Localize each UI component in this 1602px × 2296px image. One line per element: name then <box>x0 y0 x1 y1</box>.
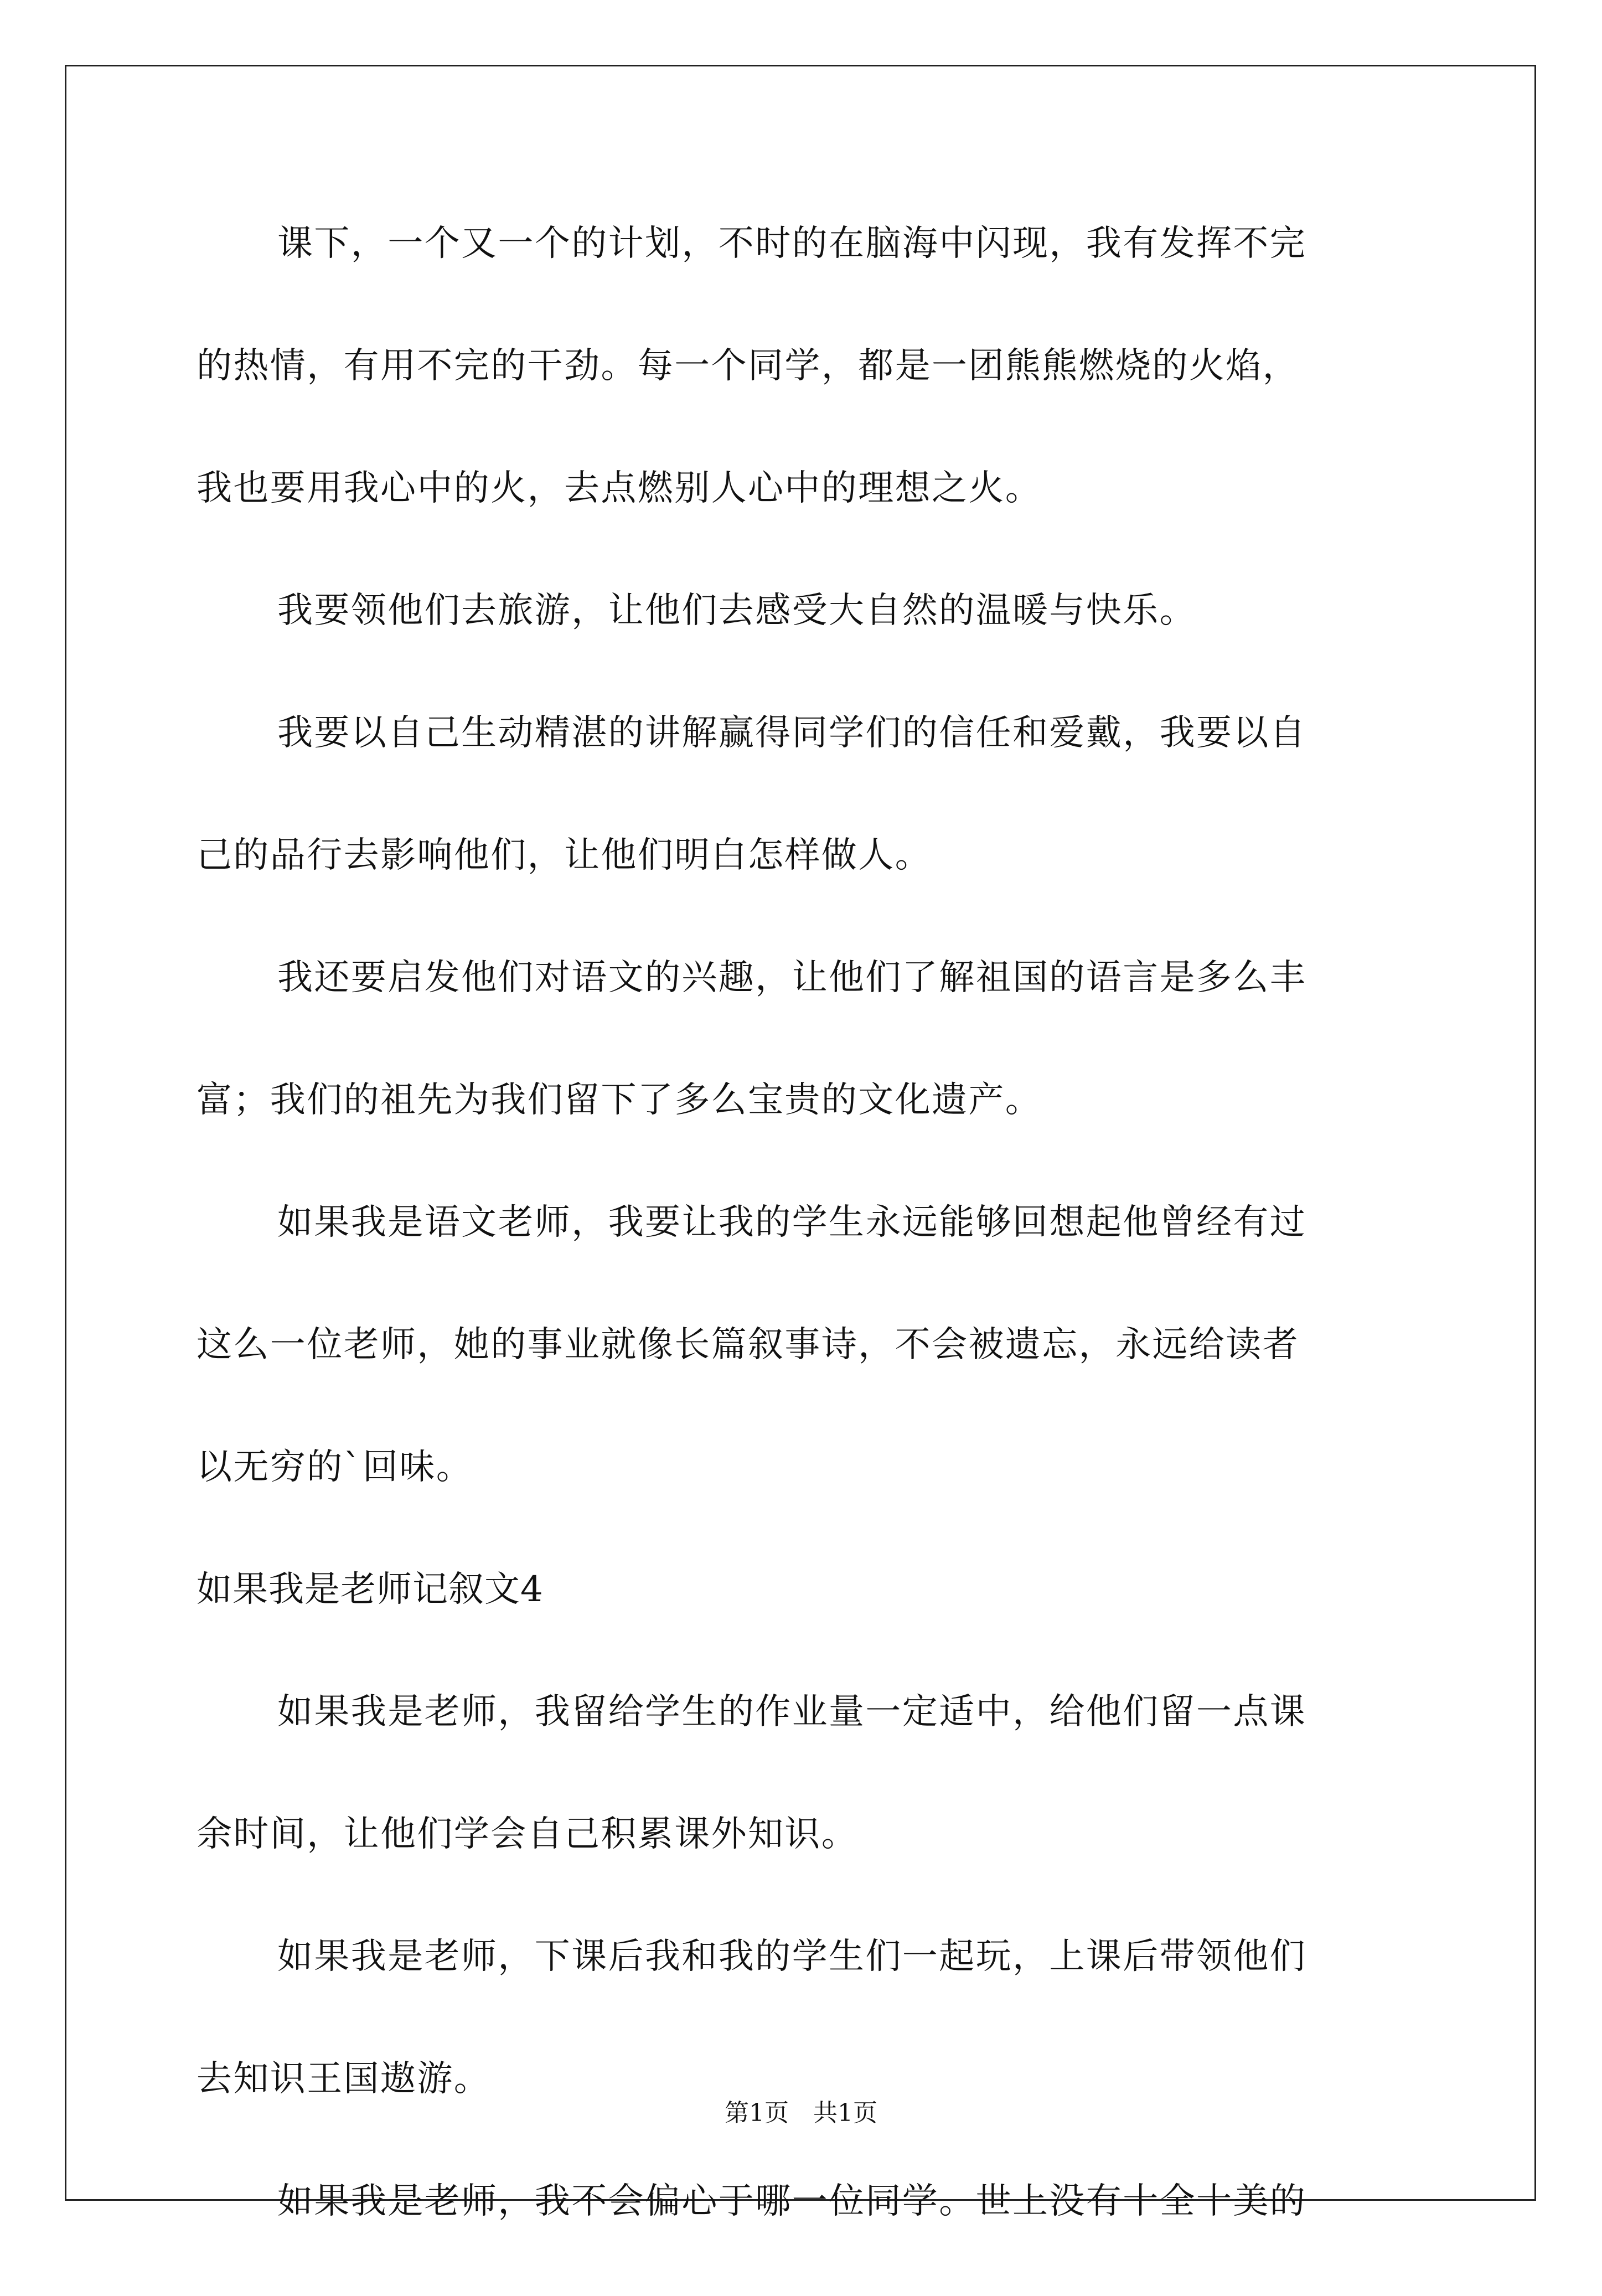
text-line: 富；我们的祖先为我们留下了多么宝贵的文化遗产。 <box>197 1080 1042 1121</box>
page-number-footer: 第1页 共1页 <box>725 2099 877 2127</box>
text-line: 以无穷的`回味。 <box>197 1447 473 1488</box>
text-line: 去知识王国遨游。 <box>197 2058 491 2099</box>
text-line: 这么一位老师，她的事业就像长篇叙事诗，不会被遗忘，永远给读者 <box>197 1324 1299 1365</box>
text-line: 我要以自己生动精湛的讲解赢得同学们的信任和爱戴，我要以自 <box>277 713 1307 754</box>
text-line: 如果我是老师，我不会偏心于哪一位同学。世上没有十全十美的 <box>277 2181 1307 2222</box>
section-heading: 如果我是老师记叙文4 <box>197 1569 544 1610</box>
text-line: 的热情，有用不完的干劲。每一个同学，都是一团熊熊燃烧的火焰， <box>197 345 1299 386</box>
text-line: 如果我是老师，下课后我和我的学生们一起玩，上课后带领他们 <box>277 1936 1307 1977</box>
text-line: 如果我是语文老师，我要让我的学生永远能够回想起他曾经有过 <box>277 1202 1307 1243</box>
text-line: 如果我是老师，我留给学生的作业量一定适中，给他们留一点课 <box>277 1691 1307 1732</box>
text-line: 课下，一个又一个的计划，不时的在脑海中闪现，我有发挥不完 <box>277 223 1307 264</box>
text-line: 我要领他们去旅游，让他们去感受大自然的温暖与快乐。 <box>277 590 1196 631</box>
text-line: 我还要启发他们对语文的兴趣，让他们了解祖国的语言是多么丰 <box>277 957 1307 998</box>
document-body <box>197 216 1414 2296</box>
text-line: 我也要用我心中的火，去点燃别人心中的理想之火。 <box>197 468 1042 509</box>
text-line: 余时间，让他们学会自己积累课外知识。 <box>197 1814 859 1855</box>
text-line: 己的品行去影响他们，让他们明白怎样做人。 <box>197 835 932 876</box>
